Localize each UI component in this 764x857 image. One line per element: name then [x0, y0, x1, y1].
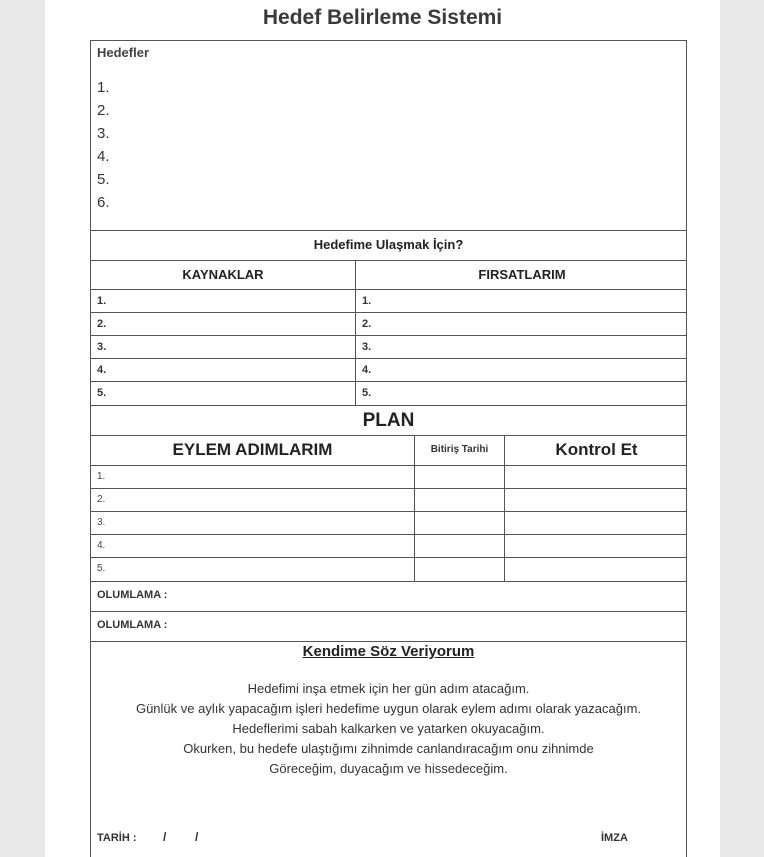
opportunities-column-header: FIRSATLARIM	[478, 267, 566, 282]
divider	[91, 312, 686, 313]
goal-item: 2.	[97, 102, 110, 119]
promise-title-text: Kendime Söz Veriyorum	[302, 643, 475, 660]
action-step-number: 3.	[97, 517, 106, 528]
divider	[91, 581, 686, 582]
divider	[91, 260, 686, 261]
action-step-number: 2.	[97, 494, 106, 505]
action-steps-header: EYLEM ADIMLARIM	[172, 440, 333, 459]
divider	[91, 488, 686, 489]
promise-line: Okurken, bu hedefe ulaştığımı zihnimde canlandıracağım onu zihnimde	[183, 741, 594, 756]
due-date-header: Bitiriş Tarihi	[430, 444, 489, 455]
action-step-number: 5.	[97, 563, 106, 574]
page-title: Hedef Belirleme Sistemi	[262, 6, 503, 29]
resource-row-number: 3.	[97, 341, 107, 353]
opportunity-row-number: 5.	[362, 387, 372, 399]
divider	[91, 358, 686, 359]
column-divider	[414, 435, 415, 581]
opportunity-row-number: 1.	[362, 295, 372, 307]
divider	[91, 230, 686, 231]
promise-line: Göreceğim, duyacağım ve hissedeceğim.	[269, 761, 508, 776]
date-separator: /	[195, 830, 199, 844]
promise-title	[91, 643, 686, 660]
signature-label: İMZA	[601, 832, 628, 844]
goal-item: 6.	[97, 194, 110, 211]
goal-item: 3.	[97, 125, 110, 142]
date-separator: /	[163, 830, 167, 844]
goal-item: 5.	[97, 171, 110, 188]
document-page	[45, 0, 720, 857]
divider	[91, 465, 686, 466]
divider	[91, 435, 686, 436]
promise-line: Hedefimi inşa etmek için her gün adım atacağım.	[247, 681, 530, 696]
resource-row-number: 1.	[97, 295, 107, 307]
divider	[91, 405, 686, 406]
goals-label: Hedefler	[97, 45, 150, 60]
check-header: Kontrol Et	[555, 440, 638, 459]
plan-title: PLAN	[362, 410, 415, 431]
affirmation-label: OLUMLAMA :	[97, 619, 168, 631]
divider	[91, 511, 686, 512]
promise-line: Günlük ve aylık yapacağım işleri hedefime uygun olarak eylem adımı olarak yazacağım.	[135, 701, 642, 716]
resource-row-number: 5.	[97, 387, 107, 399]
promise-line: Hedeflerimi sabah kalkarken ve yatarken okuyacağım.	[232, 721, 545, 736]
goal-form	[90, 40, 687, 857]
date-label: TARİH :	[97, 832, 137, 844]
action-step-number: 4.	[97, 540, 106, 551]
opportunity-row-number: 2.	[362, 318, 372, 330]
divider	[91, 289, 686, 290]
divider	[91, 381, 686, 382]
resource-row-number: 4.	[97, 364, 107, 376]
divider	[91, 557, 686, 558]
divider	[91, 335, 686, 336]
resources-heading: Hedefime Ulaşmak İçin?	[313, 237, 464, 252]
opportunity-row-number: 4.	[362, 364, 372, 376]
resources-column-header: KAYNAKLAR	[182, 267, 264, 282]
resource-row-number: 2.	[97, 318, 107, 330]
divider	[91, 611, 686, 612]
goal-item: 4.	[97, 148, 110, 165]
goal-item: 1.	[97, 79, 110, 96]
divider	[91, 534, 686, 535]
affirmation-label: OLUMLAMA :	[97, 589, 168, 601]
column-divider	[355, 260, 356, 405]
opportunity-row-number: 3.	[362, 341, 372, 353]
divider	[91, 641, 686, 642]
action-step-number: 1.	[97, 471, 106, 482]
